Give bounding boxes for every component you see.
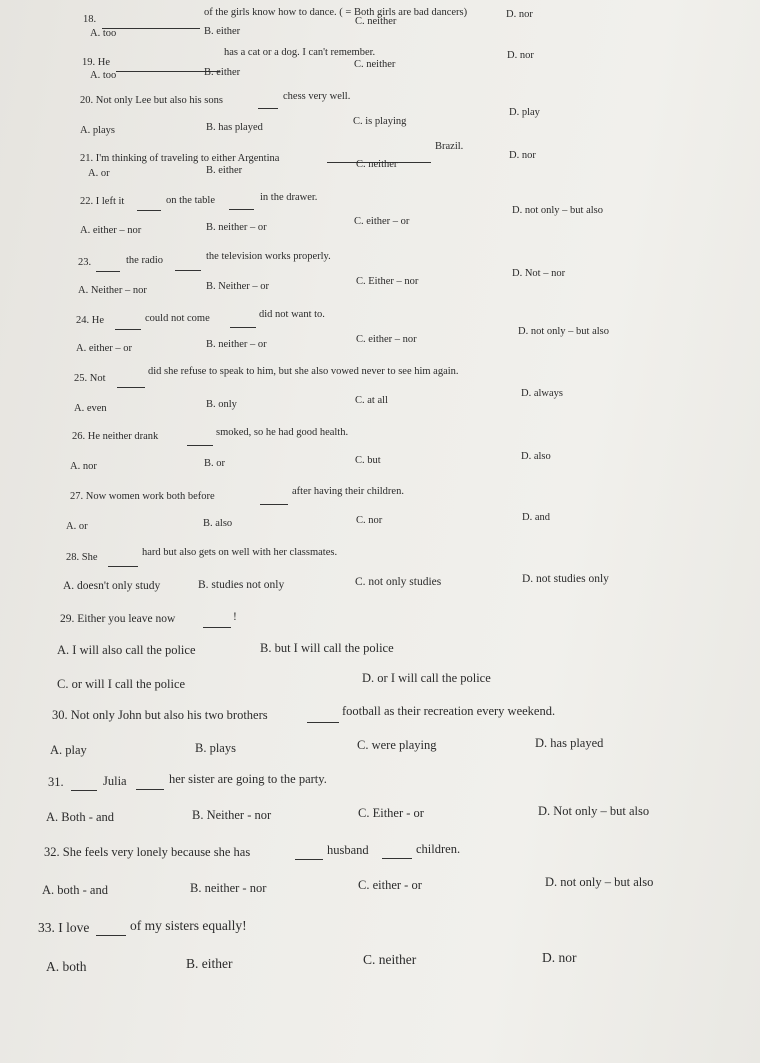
q20-suffix: chess very well. <box>283 91 351 102</box>
q23-prefix: 23. <box>78 257 92 268</box>
q22-prefix: 22. I left it <box>80 196 125 207</box>
q29-blank <box>203 613 231 628</box>
q23-blank-1 <box>96 257 120 272</box>
q33-suffix: of my sisters equally! <box>130 918 247 933</box>
q19-stem: has a cat or a dog. I can't remember. <box>224 47 376 58</box>
q28-option-a: A. doesn't only study <box>63 580 161 592</box>
q28-option-b: B. studies not only <box>198 579 285 591</box>
q25-option-c: C. at all <box>355 395 388 406</box>
q24-prefix: 24. He <box>76 315 104 326</box>
q31-suffix: her sister are going to the party. <box>169 772 327 786</box>
q26-option-b: B. or <box>204 458 225 469</box>
q18-option-c: C. neither <box>355 16 397 27</box>
q31-option-a: A. Both - and <box>46 810 115 824</box>
q26-option-a: A. nor <box>70 461 97 472</box>
q24-blank-1 <box>115 315 141 330</box>
q32-blank-1 <box>295 845 323 860</box>
q26-suffix: smoked, so he had good health. <box>216 427 349 438</box>
q25-blank <box>117 373 145 388</box>
q21-option-a: A. or <box>88 168 110 179</box>
q31-option-c: C. Either - or <box>358 806 424 820</box>
q24-option-b: B. neither – or <box>206 339 267 350</box>
q19-option-b: B. either <box>204 67 241 78</box>
q20-option-c: C. is playing <box>353 116 407 127</box>
q32-blank-2 <box>382 844 412 859</box>
q31-middle: Julia <box>103 774 127 788</box>
q29-option-b: B. but I will call the police <box>260 641 394 655</box>
q22-middle: on the table <box>166 195 215 206</box>
q30-option-a: A. play <box>50 743 87 757</box>
q27-suffix: after having their children. <box>292 486 404 497</box>
q23-middle: the radio <box>126 255 164 266</box>
q25-option-a: A. even <box>74 403 107 414</box>
q22-option-b: B. neither – or <box>206 222 267 233</box>
q29-option-d: D. or I will call the police <box>362 671 491 685</box>
q23-option-a: A. Neither – nor <box>78 285 147 296</box>
q20-option-a: A. plays <box>80 125 115 136</box>
q27-blank <box>260 490 288 505</box>
q23-blank-2 <box>175 256 201 271</box>
q24-middle: could not come <box>145 313 210 324</box>
q30-option-c: C. were playing <box>357 738 437 752</box>
q23-option-b: B. Neither – or <box>206 281 269 292</box>
q31-blank-1 <box>71 776 97 791</box>
q18-number: 18. <box>83 14 97 25</box>
q29-option-c: C. or will I call the police <box>57 677 186 691</box>
q32-suffix: children. <box>416 842 461 856</box>
q24-option-a: A. either – or <box>76 343 132 354</box>
q21-option-d: D. nor <box>509 150 536 161</box>
q22-blank-1 <box>137 196 161 211</box>
q31-option-d: D. Not only – but also <box>538 804 650 818</box>
q20-blank <box>258 94 278 109</box>
q26-option-c: C. but <box>355 455 381 466</box>
q21-prefix: 21. I'm thinking of traveling to either Argentina <box>80 153 280 164</box>
q27-option-b: B. also <box>203 518 233 529</box>
q19-option-d: D. nor <box>507 50 534 61</box>
q25-prefix: 25. Not <box>74 373 106 384</box>
q25-option-d: D. always <box>521 388 563 399</box>
q18-option-b: B. either <box>204 26 241 37</box>
q32-option-a: A. both - and <box>42 883 108 897</box>
q19-prefix: 19. He <box>82 57 110 68</box>
q28-prefix: 28. She <box>66 552 98 563</box>
q23-option-c: C. Either – nor <box>356 276 419 287</box>
q31-option-b: B. Neither - nor <box>192 808 272 822</box>
q25-option-b: B. only <box>206 399 237 410</box>
q27-prefix: 27. Now women work both before <box>70 491 215 502</box>
q23-suffix: the television works properly. <box>206 251 331 262</box>
q26-prefix: 26. He neither drank <box>72 431 159 442</box>
q31-prefix: 31. <box>48 775 64 789</box>
q32-middle: husband <box>327 843 369 857</box>
q31-blank-2 <box>136 775 164 790</box>
q33-option-c: C. neither <box>363 952 417 967</box>
q22-suffix: in the drawer. <box>260 192 318 203</box>
q33-prefix: 33. I love <box>38 920 90 935</box>
q21-option-c: C. neither <box>356 159 398 170</box>
q33-option-b: B. either <box>186 956 233 971</box>
q33-option-d: D. nor <box>542 950 577 965</box>
q27-option-a: A. or <box>66 521 88 532</box>
q29-suffix: ! <box>233 611 237 623</box>
q26-option-d: D. also <box>521 451 551 462</box>
q32-prefix: 32. She feels very lonely because she has <box>44 845 251 859</box>
q18-option-a: A. too <box>90 28 117 39</box>
q18-blank <box>102 14 200 29</box>
q22-option-d: D. not only – but also <box>512 205 603 216</box>
q22-blank-2 <box>229 195 254 210</box>
q24-blank-2 <box>230 313 256 328</box>
q26-blank <box>187 431 213 446</box>
q20-option-d: D. play <box>509 107 540 118</box>
q27-option-d: D. and <box>522 512 550 523</box>
q23-option-d: D. Not – nor <box>512 268 566 279</box>
q20-prefix: 20. Not only Lee but also his sons <box>80 95 223 106</box>
q32-option-d: D. not only – but also <box>545 875 654 889</box>
q30-suffix: football as their recreation every weekend. <box>342 704 556 718</box>
q22-option-c: C. either – or <box>354 216 410 227</box>
q19-option-a: A. too <box>90 70 117 81</box>
q19-option-c: C. neither <box>354 59 396 70</box>
q24-option-d: D. not only – but also <box>518 326 609 337</box>
q28-option-c: C. not only studies <box>355 576 442 588</box>
q32-option-b: B. neither - nor <box>190 881 267 895</box>
q18-option-d: D. nor <box>506 9 533 20</box>
q21-option-b: B. either <box>206 165 243 176</box>
q28-blank <box>108 552 138 567</box>
q28-option-d: D. not studies only <box>522 573 609 585</box>
q30-option-d: D. has played <box>535 736 604 750</box>
q21-suffix: Brazil. <box>435 141 464 152</box>
q32-option-c: C. either - or <box>358 878 422 892</box>
q30-option-b: B. plays <box>195 741 236 755</box>
q24-suffix: did not want to. <box>259 309 325 320</box>
q33-option-a: A. both <box>46 959 87 974</box>
q30-blank <box>307 708 339 723</box>
q25-suffix: did she refuse to speak to him, but she also vowed never to see him again. <box>148 366 459 377</box>
q18-stem: of the girls know how to dance. ( = Both girls are bad dancers) <box>204 7 468 18</box>
q33-blank <box>96 921 126 936</box>
q24-option-c: C. either – nor <box>356 334 417 345</box>
q22-option-a: A. either – nor <box>80 225 142 236</box>
q27-option-c: C. nor <box>356 515 383 526</box>
q29-prefix: 29. Either you leave now <box>60 613 176 625</box>
q28-suffix: hard but also gets on well with her classmates. <box>142 547 338 558</box>
q20-option-b: B. has played <box>206 122 263 133</box>
q30-prefix: 30. Not only John but also his two brothers <box>52 708 268 722</box>
q29-option-a: A. I will also call the police <box>57 643 196 657</box>
